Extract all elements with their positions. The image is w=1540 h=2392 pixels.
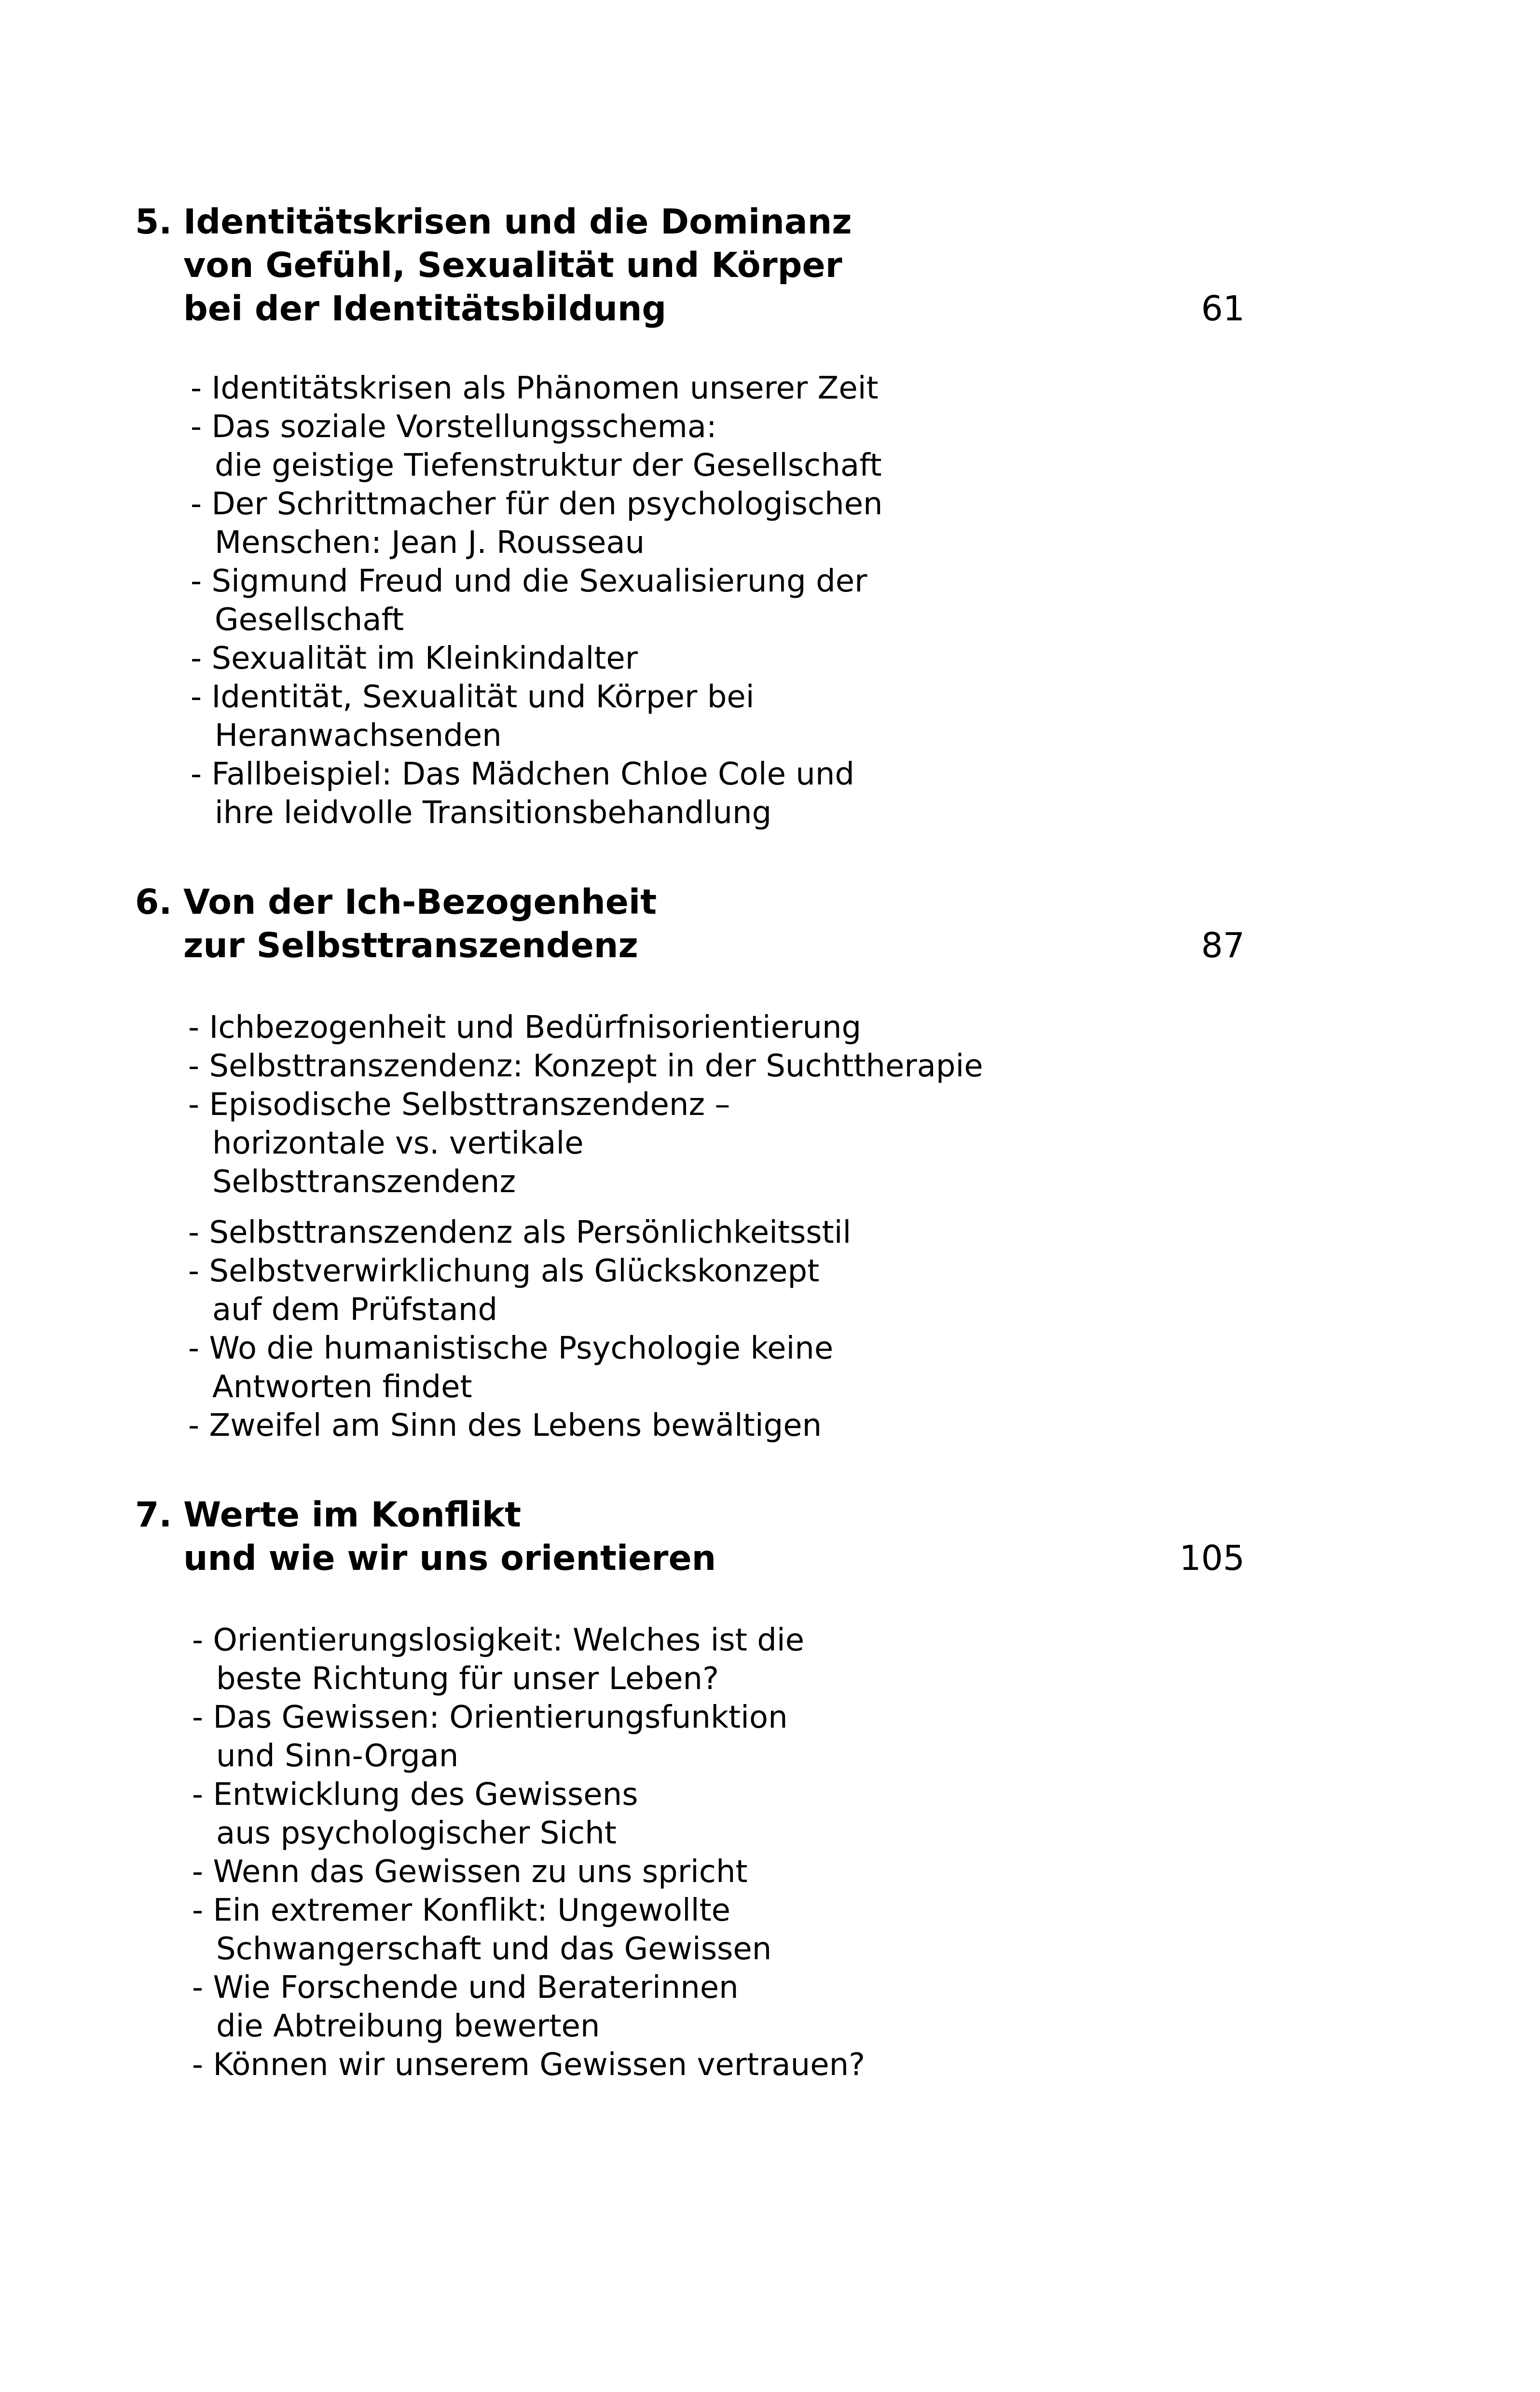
chapter-title-line: und wie wir uns orientieren [183, 1538, 716, 1578]
list-item: - Der Schrittmacher für den psychologischen Menschen: Jean J. Rousseau [191, 486, 883, 561]
list-item: - Ein extremer Konflikt: Ungewollte Schwangerschaft und das Gewissen [192, 1893, 772, 1967]
list-item: - Wo die humanistische Psychologie keine Antworten findet [188, 1331, 834, 1405]
chapter-title-line: von Gefühl, Sexualität und Körper [183, 245, 842, 285]
list-item: - Identitätskrisen als Phänomen unserer Zeit [191, 371, 879, 406]
chapter-heading [135, 200, 1245, 330]
list-item: - Das Gewissen: Orientierungsfunktion und Sinn-Organ [192, 1700, 788, 1774]
chapter-page-number: 61 [1201, 289, 1245, 329]
topic-list [188, 1008, 1245, 1445]
chapter-heading [135, 880, 1245, 967]
toc-chapter-6 [135, 880, 1245, 1445]
chapter-heading [135, 1493, 1245, 1580]
chapter-title-line: bei der Identitätsbildung [183, 289, 667, 329]
list-item: - Zweifel am Sinn des Lebens bewältigen [188, 1408, 822, 1443]
chapter-title-line: zur Selbsttranszendenz [183, 925, 638, 965]
list-item: - Das soziale Vorstellungsschema: die geistige Tiefenstruktur der Gesellschaft [191, 409, 882, 483]
list-item: - Identität, Sexualität und Körper bei Heranwachsenden [191, 679, 755, 754]
list-item: - Sexualität im Kleinkindalter [191, 641, 638, 676]
chapter-page-number: 87 [1201, 925, 1245, 965]
chapter-page-number: 105 [1179, 1538, 1245, 1578]
list-item: - Fallbeispiel: Das Mädchen Chloe Cole und ihre leidvolle Transitionsbehandlung [191, 756, 855, 831]
list-item: - Episodische Selbsttranszendenz – horizontale vs. vertikale Selbsttranszendenz [188, 1087, 730, 1200]
list-item: - Ichbezogenheit und Bedürfnisorientierung [188, 1010, 862, 1045]
toc-chapter-5 [135, 200, 1245, 832]
list-item: - Wenn das Gewissen zu uns spricht [192, 1854, 748, 1890]
chapter-number: 6. [135, 882, 172, 922]
topic-list [192, 1621, 1245, 2084]
chapter-number: 7. [135, 1495, 172, 1535]
chapter-number: 5. [135, 202, 172, 242]
chapter-title-line: Identitätskrisen und die Dominanz [183, 202, 852, 242]
list-item: - Selbsttranszendenz: Konzept in der Suchttherapie [188, 1048, 983, 1084]
list-item: - Sigmund Freud und die Sexualisierung der Gesellschaft [191, 564, 867, 638]
list-item: - Entwicklung des Gewissens aus psychologischer Sicht [192, 1777, 638, 1851]
list-item: - Wie Forschende und Beraterinnen die Abtreibung bewerten [192, 1970, 739, 2044]
chapter-title-line: Von der Ich-Bezogenheit [183, 882, 657, 922]
list-item: - Selbsttranszendenz als Persönlichkeitsstil [188, 1215, 852, 1251]
list-item: - Orientierungslosigkeit: Welches ist die beste Richtung für unser Leben? [192, 1622, 804, 1697]
topic-list [191, 369, 1245, 832]
toc-chapter-7 [135, 1493, 1245, 2084]
chapter-title-line: Werte im Konflikt [183, 1495, 522, 1535]
list-item: - Können wir unserem Gewissen vertrauen? [192, 2047, 866, 2083]
list-item: - Selbstverwirklichung als Glückskonzept auf dem Prüfstand [188, 1253, 820, 1328]
